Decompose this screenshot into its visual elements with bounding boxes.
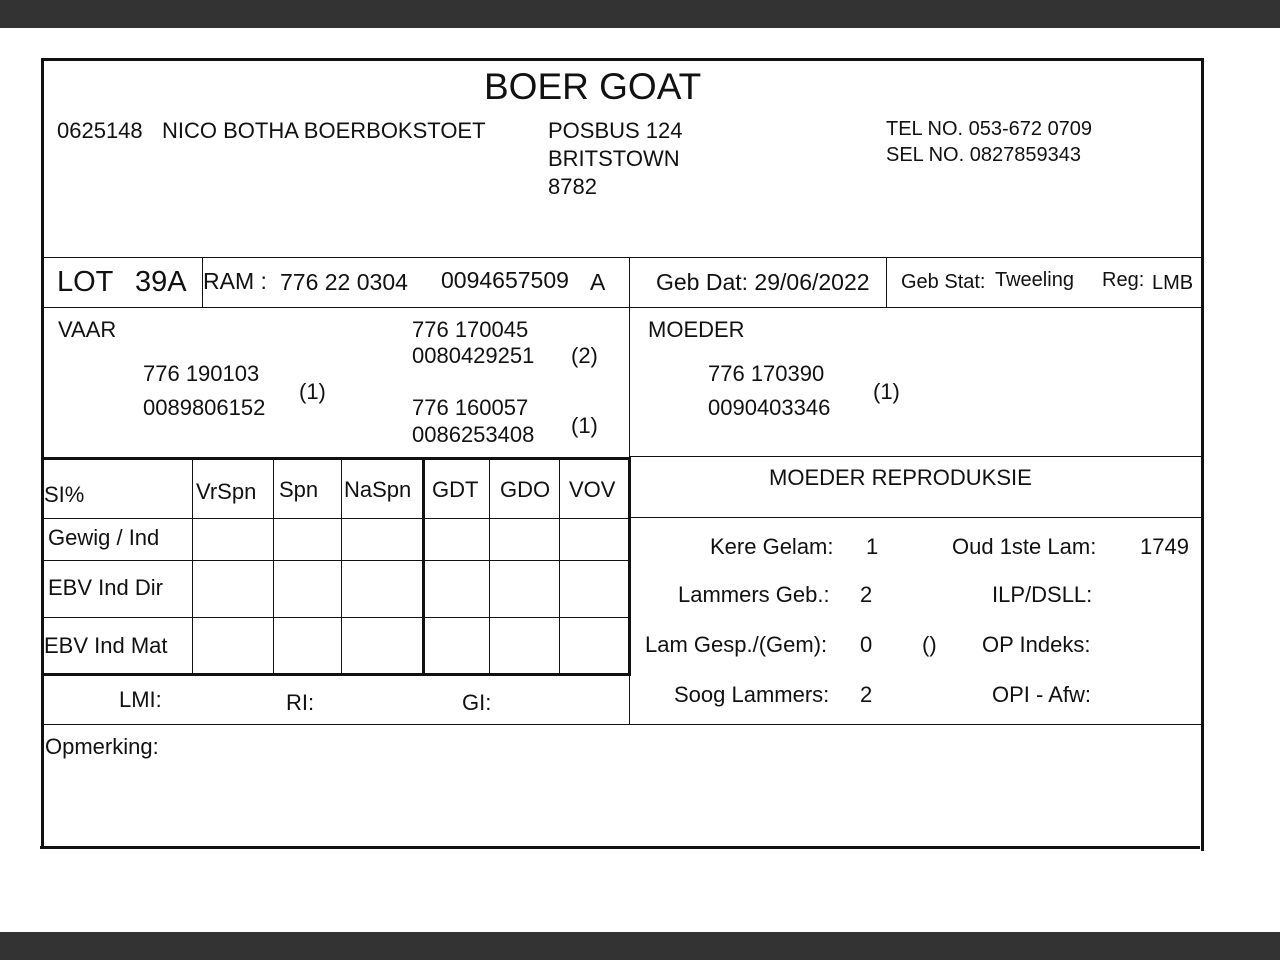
ram-id: 776 22 0304 bbox=[280, 269, 408, 295]
card-left-border bbox=[41, 58, 44, 848]
lam-gesp-paren: () bbox=[922, 632, 937, 657]
ram-label: RAM : bbox=[203, 268, 267, 294]
dam-note: (1) bbox=[873, 379, 900, 404]
op-indeks-label: OP Indeks: bbox=[982, 632, 1091, 657]
card-top-border bbox=[42, 58, 1204, 61]
lot-label: LOT bbox=[57, 266, 114, 298]
si-col-line-4-thick bbox=[422, 459, 425, 675]
card-right-border bbox=[1201, 58, 1204, 851]
lammers-geb-label: Lammers Geb.: bbox=[678, 582, 830, 607]
kere-gelam-value: 1 bbox=[866, 534, 879, 559]
si-col-naspn: NaSpn bbox=[344, 477, 412, 502]
gebdat-divider bbox=[886, 258, 887, 307]
si-col-line-right-thick bbox=[628, 457, 631, 675]
ri-label: RI: bbox=[286, 690, 315, 715]
si-row-ebv-mat: EBV Ind Mat bbox=[44, 633, 168, 658]
card-title: BOER GOAT bbox=[484, 66, 702, 107]
gi-label: GI: bbox=[462, 690, 492, 715]
card-bottom-border bbox=[40, 846, 1200, 849]
oud-1ste-lam-value: 1749 bbox=[1140, 534, 1189, 559]
reg-value: LMB bbox=[1152, 272, 1194, 294]
address-line-1: POSBUS 124 bbox=[548, 118, 683, 143]
si-col-line-3 bbox=[341, 459, 342, 675]
ram-grade: A bbox=[590, 269, 606, 295]
si-table-row-line-1 bbox=[44, 518, 630, 519]
sire-note: (1) bbox=[299, 379, 326, 404]
soog-lammers-label: Soog Lammers: bbox=[674, 682, 830, 707]
bottom-frame-bar bbox=[0, 932, 1280, 960]
sire-id: 776 190103 bbox=[143, 361, 260, 386]
grandsire-2-id: 776 160057 bbox=[412, 395, 529, 420]
si-corner-label: SI% bbox=[44, 482, 85, 507]
lammers-geb-value: 2 bbox=[860, 582, 873, 607]
si-col-vov: VOV bbox=[569, 477, 616, 502]
ram-reg: 0094657509 bbox=[441, 267, 569, 293]
header-divider bbox=[44, 257, 1201, 258]
ilp-dsll-label: ILP/DSLL: bbox=[992, 582, 1093, 607]
geb-stat-label: Geb Stat: bbox=[901, 271, 986, 293]
grandsire-2-note: (1) bbox=[571, 413, 598, 438]
geb-stat-value: Tweeling bbox=[995, 269, 1074, 291]
pedigree-divider bbox=[630, 456, 1201, 457]
oud-1ste-lam-label: Oud 1ste Lam: bbox=[952, 534, 1097, 559]
geb-dat: Geb Dat: 29/06/2022 bbox=[656, 269, 870, 295]
lot-number: 39A bbox=[135, 266, 187, 298]
grandsire-1-note: (2) bbox=[571, 343, 598, 368]
reg-label: Reg: bbox=[1102, 269, 1145, 291]
remarks-label: Opmerking: bbox=[45, 734, 159, 759]
address-line-2: BRITSTOWN bbox=[548, 146, 680, 171]
tel-number: TEL NO. 053-672 0709 bbox=[886, 118, 1093, 140]
si-table-row-line-3 bbox=[44, 617, 630, 618]
repro-heading-divider bbox=[630, 517, 1201, 518]
si-col-vrspn: VrSpn bbox=[196, 479, 257, 504]
si-col-line-1 bbox=[192, 459, 193, 675]
dam-id: 776 170390 bbox=[708, 361, 825, 386]
lam-gesp-value: 0 bbox=[860, 632, 873, 657]
soog-lammers-value: 2 bbox=[860, 682, 873, 707]
moeder-label: MOEDER bbox=[648, 317, 745, 342]
si-col-line-5 bbox=[489, 459, 490, 675]
si-col-gdo: GDO bbox=[500, 477, 551, 502]
breeder-name: NICO BOTHA BOERBOKSTOET bbox=[162, 118, 486, 143]
si-col-gdt: GDT bbox=[432, 477, 479, 502]
dam-reg: 0090403346 bbox=[708, 395, 831, 420]
lam-gesp-label: Lam Gesp./(Gem): bbox=[645, 632, 828, 657]
lot-row-divider bbox=[44, 307, 1201, 308]
sire-reg: 0089806152 bbox=[143, 395, 266, 420]
breeder-code: 0625148 bbox=[57, 118, 143, 143]
si-col-line-6 bbox=[559, 459, 560, 675]
indices-bottom-divider bbox=[44, 724, 1201, 725]
si-col-line-2 bbox=[273, 459, 274, 675]
si-table-row-line-2 bbox=[44, 560, 630, 561]
grandsire-2-reg: 0086253408 bbox=[412, 422, 535, 447]
address-line-3: 8782 bbox=[548, 174, 597, 199]
si-table-top bbox=[44, 457, 631, 460]
si-row-gewig: Gewig / Ind bbox=[48, 525, 160, 550]
si-table-bottom bbox=[44, 673, 631, 676]
repro-heading: MOEDER REPRODUKSIE bbox=[769, 465, 1032, 490]
si-col-spn: Spn bbox=[279, 477, 319, 502]
grandsire-1-reg: 0080429251 bbox=[412, 343, 535, 368]
si-row-ebv-dir: EBV Ind Dir bbox=[48, 575, 163, 600]
lmi-label: LMI: bbox=[119, 687, 162, 712]
sel-number: SEL NO. 0827859343 bbox=[886, 144, 1081, 166]
opi-afw-label: OPI - Afw: bbox=[992, 682, 1092, 707]
kere-gelam-label: Kere Gelam: bbox=[710, 534, 834, 559]
vaar-label: VAAR bbox=[58, 317, 117, 342]
grandsire-1-id: 776 170045 bbox=[412, 317, 529, 342]
top-frame-bar bbox=[0, 0, 1280, 28]
